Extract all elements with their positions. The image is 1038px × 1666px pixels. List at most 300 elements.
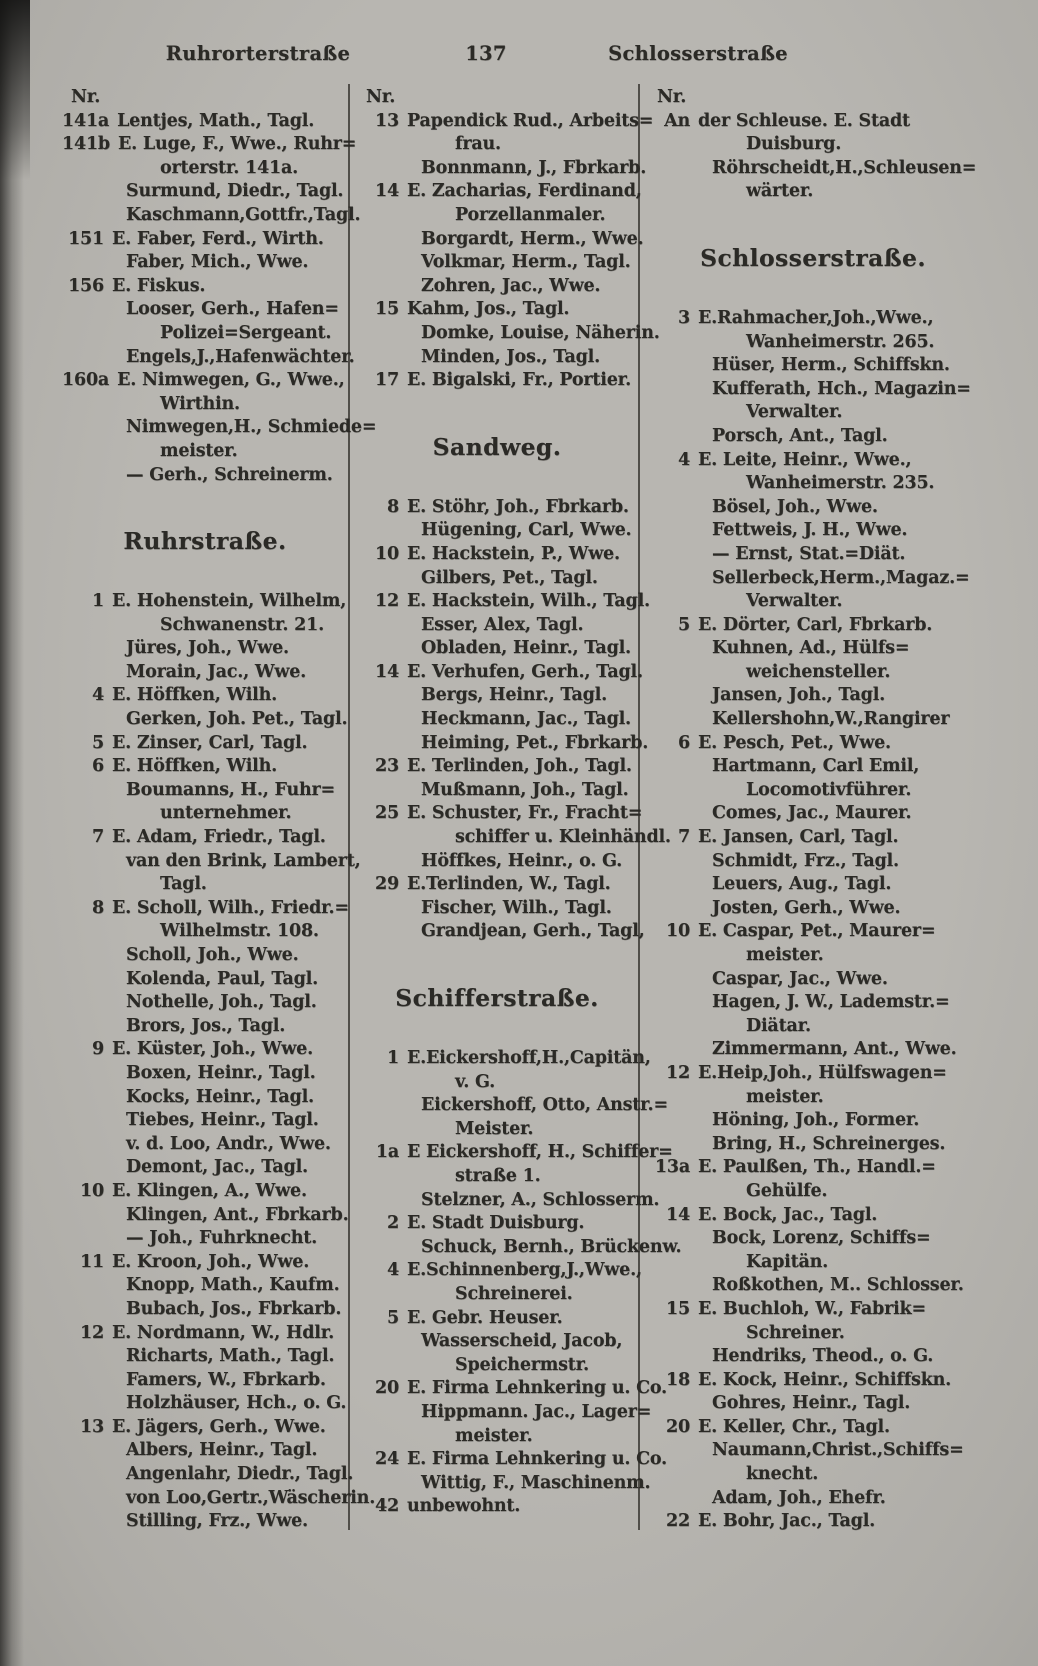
house-number: 141a	[62, 110, 110, 131]
directory-line	[62, 1038, 348, 1062]
line-text: E. Adam, Friedr., Tagl.	[112, 827, 326, 848]
line-text: unbewohnt.	[407, 1496, 521, 1517]
directory-line	[357, 1307, 637, 1331]
line-text: Bring, H., Schreinerges.	[712, 1133, 946, 1154]
line-text: Wirthin.	[160, 393, 240, 414]
directory-line	[357, 1354, 637, 1378]
directory-line	[648, 496, 978, 520]
line-text: Engels,J.,Hafenwächter.	[126, 346, 355, 367]
directory-line	[648, 1038, 978, 1062]
line-text: Volkmar, Herm., Tagl.	[421, 252, 631, 273]
directory-line	[648, 425, 978, 449]
line-text: E. Hackstein, Wilh., Tagl.	[407, 591, 650, 612]
line-text: Scholl, Joh., Wwe.	[126, 945, 299, 965]
house-number: 156	[68, 275, 104, 296]
directory-line	[648, 401, 978, 425]
directory-line	[62, 732, 348, 756]
directory-line	[648, 991, 978, 1015]
directory-line	[648, 1345, 978, 1369]
directory-line	[357, 614, 637, 638]
line-text: E. Faber, Ferd., Wirth.	[112, 228, 324, 249]
directory-column-left	[62, 86, 377, 1534]
line-text: E. Keller, Chr., Tagl.	[698, 1416, 890, 1437]
directory-line	[648, 661, 978, 685]
house-number: 8	[387, 496, 399, 517]
line-text: v. d. Loo, Andr., Wwe.	[126, 1133, 331, 1154]
directory-line	[357, 1141, 673, 1165]
directory-line	[62, 991, 348, 1015]
directory-line	[62, 369, 348, 393]
directory-line	[62, 1109, 348, 1133]
directory-line	[357, 982, 637, 1017]
directory-line	[62, 1510, 348, 1534]
directory-line	[357, 684, 637, 708]
directory-line	[357, 204, 637, 228]
directory-line	[62, 228, 348, 252]
line-text: wärter.	[746, 181, 814, 202]
directory-line	[357, 228, 644, 252]
line-text: Porzellanmaler.	[455, 204, 606, 225]
line-text: Schwanenstr. 21.	[160, 614, 324, 635]
directory-line	[648, 614, 978, 638]
line-text: unternehmer.	[160, 803, 292, 824]
line-text: der Schleuse. E. Stadt	[698, 110, 910, 131]
line-text: E. Höffken, Wilh.	[112, 685, 278, 706]
directory-line	[62, 1156, 348, 1180]
line-text: Bonnmann, J., Fbrkarb.	[421, 157, 647, 178]
line-text: Höning, Joh., Former.	[712, 1110, 920, 1131]
line-text: meister.	[746, 1086, 824, 1107]
directory-line	[357, 1165, 637, 1189]
directory-line	[62, 1133, 348, 1157]
line-text: E. Höffken, Wilh.	[112, 756, 278, 777]
house-number: 12	[666, 1062, 690, 1083]
directory-line	[648, 1227, 978, 1251]
directory-line	[62, 1227, 348, 1251]
line-text: Zimmermann, Ant., Wwe.	[712, 1039, 957, 1060]
line-text: Nimwegen,H., Schmiede=	[126, 417, 377, 438]
house-number: 18	[666, 1369, 690, 1390]
directory-line	[357, 826, 671, 850]
line-text: Demont, Jac., Tagl.	[126, 1157, 308, 1178]
directory-line	[648, 1298, 978, 1322]
line-text: Angenlahr, Diedr., Tagl.	[126, 1464, 354, 1485]
line-text: E. Klingen, A., Wwe.	[112, 1180, 307, 1201]
directory-line	[62, 1439, 348, 1463]
line-text: Bock, Lorenz, Schiffs=	[712, 1228, 931, 1249]
directory-line	[648, 779, 978, 803]
house-number: 6	[92, 756, 104, 777]
directory-line	[648, 684, 978, 708]
directory-line	[357, 519, 637, 543]
line-text: Kaschmann,Gottfr.,Tagl.	[126, 204, 361, 225]
line-text: Schreiner.	[746, 1322, 845, 1343]
page-number: 137	[465, 42, 507, 65]
line-text: Eickershoff, Otto, Anstr.=	[421, 1095, 668, 1116]
line-text: E. Stadt Duisburg.	[407, 1213, 585, 1234]
directory-line	[357, 275, 637, 299]
house-number: 151	[68, 228, 104, 249]
directory-line	[62, 251, 348, 275]
house-number: 4	[387, 1260, 399, 1281]
line-text: Schreinerei.	[455, 1283, 573, 1304]
line-text: E. Buchloh, W., Fabrik=	[698, 1298, 926, 1319]
directory-line	[357, 920, 645, 944]
directory-line	[648, 1133, 978, 1157]
directory-line	[62, 1062, 348, 1086]
directory-line	[357, 802, 643, 826]
house-number: 14	[375, 181, 399, 202]
directory-line	[648, 110, 978, 134]
directory-line	[62, 180, 348, 204]
directory-line	[62, 275, 348, 299]
directory-line	[648, 1109, 978, 1133]
directory-line	[648, 543, 978, 567]
directory-line	[62, 614, 348, 638]
directory-line	[648, 1086, 978, 1110]
line-text: Morain, Jac., Wwe.	[126, 661, 307, 682]
line-text: E. Stöhr, Joh., Fbrkarb.	[407, 496, 629, 517]
line-text: Sellerbeck,Herm.,Magaz.=	[712, 567, 970, 588]
line-text: Zohren, Jac., Wwe.	[421, 275, 601, 296]
directory-line	[648, 180, 978, 204]
directory-line	[357, 298, 637, 322]
line-text: Lentjes, Math., Tagl.	[117, 110, 315, 131]
directory-line	[357, 133, 637, 157]
house-number: 14	[666, 1204, 690, 1225]
house-number: 6	[678, 732, 690, 753]
directory-line	[62, 346, 355, 370]
column-divider-rule	[348, 84, 350, 1530]
house-number: 20	[666, 1416, 690, 1437]
page-corner-shadow	[0, 0, 30, 180]
line-text: knecht.	[746, 1464, 819, 1485]
directory-line	[648, 1416, 978, 1440]
line-text: Polizei=Sergeant.	[160, 322, 332, 343]
directory-line	[62, 110, 348, 134]
directory-line	[648, 1510, 978, 1534]
directory-line	[357, 496, 637, 520]
house-number: 1a	[375, 1142, 399, 1163]
directory-line	[357, 1094, 668, 1118]
line-text: E. Kock, Heinr., Schiffskn.	[698, 1369, 952, 1390]
directory-line	[357, 779, 637, 803]
line-text: Faber, Mich., Wwe.	[126, 252, 309, 273]
line-text: Josten, Gerh., Wwe.	[712, 897, 901, 918]
directory-line	[648, 897, 978, 921]
directory-line	[648, 802, 978, 826]
line-text: Locomotivführer.	[746, 779, 912, 800]
directory-line	[357, 850, 637, 874]
directory-line	[357, 1448, 667, 1472]
directory-line	[357, 1377, 667, 1401]
house-number: 5	[92, 732, 104, 753]
directory-line	[648, 1062, 978, 1086]
line-text: E. Dörter, Carl, Fbrkarb.	[698, 614, 933, 635]
house-number: 12	[375, 591, 399, 612]
house-number: 8	[92, 897, 104, 918]
directory-line	[357, 661, 643, 685]
directory-line	[62, 322, 348, 346]
directory-line	[357, 251, 637, 275]
line-text: Klingen, Ant., Fbrkarb.	[126, 1204, 349, 1225]
line-text: Porsch, Ant., Tagl.	[712, 425, 888, 446]
line-text: E. Küster, Joh., Wwe.	[112, 1039, 313, 1060]
directory-line	[357, 755, 637, 779]
directory-line	[62, 1086, 348, 1110]
line-text: Meister.	[455, 1118, 534, 1139]
line-text: Leuers, Aug., Tagl.	[712, 874, 892, 895]
line-text: meister.	[160, 440, 238, 461]
directory-line	[648, 590, 978, 614]
line-text: Kocks, Heinr., Tagl.	[126, 1086, 314, 1107]
line-text: E. Jansen, Carl, Tagl.	[698, 827, 899, 848]
house-number: 4	[678, 449, 690, 470]
house-number: 5	[678, 614, 690, 635]
line-text: Boxen, Heinr., Tagl.	[126, 1062, 316, 1083]
house-number: 42	[375, 1496, 399, 1517]
house-number: An	[664, 110, 690, 131]
directory-line	[357, 346, 637, 370]
directory-line	[62, 416, 377, 440]
directory-line	[62, 637, 348, 661]
line-text: Heckmann, Jac., Tagl.	[421, 709, 631, 730]
directory-line	[62, 393, 348, 417]
directory-line	[62, 968, 348, 992]
line-text: E. Hohenstein, Wilhelm,	[112, 591, 347, 612]
line-text: E. Kroon, Joh., Wwe.	[112, 1251, 310, 1272]
line-text: Höffkes, Heinr., o. G.	[421, 850, 623, 871]
line-text: Borgardt, Herm., Wwe.	[421, 228, 644, 249]
line-text: Wasserscheid, Jacob,	[421, 1331, 623, 1352]
line-text: Grandjean, Gerh., Tagl,	[421, 921, 645, 942]
directory-line	[648, 1322, 978, 1346]
line-text: — Joh., Fuhrknecht.	[126, 1228, 318, 1249]
directory-line	[648, 944, 978, 968]
directory-line	[357, 567, 637, 591]
line-text: Schifferstraße.	[395, 984, 599, 1012]
house-number: 10	[80, 1180, 104, 1201]
directory-line	[357, 1259, 642, 1283]
directory-line	[62, 1392, 348, 1416]
house-number: 17	[375, 370, 399, 391]
directory-column-right	[648, 86, 978, 1534]
line-text: Nr.	[657, 87, 687, 107]
line-text: E. Verhufen, Gerh., Tagl.	[407, 661, 643, 682]
directory-line	[357, 897, 637, 921]
house-number: 141b	[62, 134, 110, 155]
directory-line	[62, 684, 348, 708]
line-text: Hügening, Carl, Wwe.	[421, 520, 632, 541]
directory-line	[357, 1071, 637, 1095]
line-text: Knopp, Math., Kaufm.	[126, 1275, 340, 1296]
house-number: 5	[387, 1307, 399, 1328]
directory-line	[62, 1369, 348, 1393]
directory-line	[648, 1015, 978, 1039]
directory-line	[357, 157, 647, 181]
line-text: Naumann,Christ.,Schiffs=	[712, 1440, 964, 1461]
directory-line	[648, 920, 978, 944]
directory-line	[648, 850, 978, 874]
directory-line	[62, 464, 348, 488]
house-number: 160a	[62, 370, 110, 391]
directory-line	[357, 873, 637, 897]
line-text: Schlosserstraße.	[700, 243, 926, 272]
line-text: von Loo,Gertr.,Wäscherin.	[126, 1487, 376, 1508]
house-number: 4	[92, 685, 104, 706]
directory-line	[62, 440, 348, 464]
line-text: E. Caspar, Pet., Maurer=	[698, 921, 936, 942]
line-text: Boumanns, H., Fuhr=	[126, 779, 335, 800]
directory-line	[648, 1156, 978, 1180]
line-text: E.Terlinden, W., Tagl.	[407, 874, 611, 895]
line-text: Mußmann, Joh., Tagl.	[421, 779, 629, 800]
directory-line	[357, 431, 637, 466]
line-text: E. Zacharias, Ferdinand,	[407, 181, 642, 202]
directory-line	[357, 369, 637, 393]
line-text: Stilling, Frz., Wwe.	[126, 1511, 308, 1532]
directory-line	[62, 86, 348, 110]
house-number: 25	[375, 803, 399, 824]
line-text: E.Heip,Joh., Hülfswagen=	[698, 1062, 947, 1083]
line-text: Hippmann. Jac., Lager=	[421, 1401, 652, 1422]
line-text: v. G.	[455, 1071, 496, 1092]
line-text: schiffer u. Kleinhändl.	[455, 827, 671, 848]
directory-line	[648, 755, 978, 779]
line-text: E. Zinser, Carl, Tagl.	[112, 732, 308, 753]
line-text: Obladen, Heinr., Tagl.	[421, 638, 631, 659]
line-text: Speichermstr.	[455, 1354, 589, 1375]
line-text: E. Nimwegen, G., Wwe.,	[117, 370, 345, 391]
line-text: Wittig, F., Maschinenm.	[421, 1472, 651, 1493]
line-text: Hartmann, Carl Emil,	[712, 756, 920, 777]
directory-line	[357, 180, 642, 204]
directory-line	[648, 86, 978, 110]
directory-line	[648, 1463, 978, 1487]
line-text: Gehülfe.	[746, 1180, 828, 1201]
line-text: E. Schuster, Fr., Fracht=	[407, 803, 643, 824]
directory-line	[648, 331, 978, 355]
line-text: Diätar.	[746, 1015, 811, 1036]
directory-line	[62, 204, 361, 228]
directory-line	[648, 1274, 978, 1298]
line-text: E. Luge, F., Wwe., Ruhr=	[117, 134, 357, 155]
house-number: 23	[375, 756, 399, 777]
line-text: Nr.	[366, 87, 396, 107]
directory-line	[62, 920, 348, 944]
line-text: Jüres, Joh., Wwe.	[126, 638, 289, 659]
line-text: Duisburg.	[746, 134, 842, 155]
line-text: Wanheimerstr. 265.	[746, 331, 935, 352]
directory-line	[357, 1472, 651, 1496]
directory-line	[62, 1251, 348, 1275]
line-text: Papendick Rud., Arbeits=	[407, 110, 654, 131]
page-gutter-shadow	[0, 0, 24, 1666]
directory-line	[648, 133, 978, 157]
line-text: Kapitän.	[746, 1251, 829, 1272]
line-text: Jansen, Joh., Tagl.	[712, 685, 886, 706]
line-text: Brors, Jos., Tagl.	[126, 1015, 286, 1036]
line-text: Schuck, Bernh., Brückenw.	[421, 1236, 682, 1257]
house-number: 13	[375, 110, 399, 131]
line-text: meister.	[455, 1425, 533, 1446]
directory-line	[648, 449, 978, 473]
line-text: Sandweg.	[432, 432, 562, 461]
line-text: E. Paulßen, Th., Handl.=	[698, 1157, 936, 1178]
line-text: Caspar, Jac., Wwe.	[712, 968, 888, 989]
directory-line	[62, 590, 348, 614]
line-text: Adam, Joh., Ehefr.	[712, 1487, 886, 1508]
directory-line	[357, 86, 637, 110]
line-text: Looser, Gerh., Hafen=	[126, 299, 339, 320]
directory-line	[62, 1416, 348, 1440]
line-text: E. Bohr, Jac., Tagl.	[698, 1511, 876, 1532]
line-text: E. Firma Lehnkering u. Co.	[407, 1378, 667, 1399]
line-text: Tagl.	[160, 874, 207, 895]
line-text: — Ernst, Stat.=Diät.	[712, 543, 906, 564]
line-text: E. Leite, Heinr., Wwe.,	[698, 449, 912, 470]
house-number: 3	[678, 307, 690, 328]
house-number: 14	[375, 661, 399, 682]
house-number: 22	[666, 1511, 690, 1532]
line-text: weichensteller.	[746, 661, 891, 682]
line-text: Bösel, Joh., Wwe.	[712, 496, 878, 517]
directory-line	[648, 826, 978, 850]
directory-line	[62, 661, 348, 685]
directory-line	[357, 637, 637, 661]
line-text: Nr.	[71, 87, 101, 107]
line-text: E. Scholl, Wilh., Friedr.=	[112, 897, 349, 918]
line-text: Esser, Alex, Tagl.	[421, 614, 584, 635]
directory-line	[357, 1330, 637, 1354]
line-text: Gilbers, Pet., Tagl.	[421, 567, 598, 588]
directory-line	[648, 968, 978, 992]
house-number: 29	[375, 874, 399, 895]
house-number: 1	[387, 1048, 399, 1068]
directory-line	[357, 732, 649, 756]
line-text: E.Rahmacher,Joh.,Wwe.,	[698, 307, 934, 328]
directory-line	[648, 378, 978, 402]
house-number: 13	[80, 1416, 104, 1437]
directory-line	[648, 307, 978, 331]
directory-line	[62, 708, 348, 732]
line-text: Ruhrstraße.	[123, 527, 287, 556]
house-number: 12	[80, 1322, 104, 1343]
house-number: 13a	[654, 1157, 690, 1178]
directory-line	[62, 944, 348, 968]
directory-line	[648, 354, 978, 378]
house-number: 1	[92, 591, 104, 612]
line-text: Holzhäuser, Hch., o. G.	[126, 1393, 347, 1414]
directory-line	[357, 1425, 637, 1449]
house-number: 15	[375, 299, 399, 320]
directory-line	[62, 1015, 348, 1039]
house-number: 10	[375, 543, 399, 564]
directory-line	[648, 157, 978, 181]
house-number: 7	[678, 827, 690, 848]
line-text: E. Pesch, Pet., Wwe.	[698, 732, 891, 753]
line-text: Domke, Louise, Näherin.	[421, 322, 660, 343]
line-text: — Gerh., Schreinerm.	[126, 464, 333, 485]
house-number: 15	[666, 1298, 690, 1319]
line-text: E. Terlinden, Joh., Tagl.	[407, 756, 632, 777]
directory-line	[62, 779, 348, 803]
directory-line	[357, 1118, 637, 1142]
directory-line	[648, 242, 978, 277]
line-text: frau.	[455, 134, 501, 155]
line-text: Bubach, Jos., Fbrkarb.	[126, 1298, 342, 1319]
directory-line	[62, 1298, 348, 1322]
